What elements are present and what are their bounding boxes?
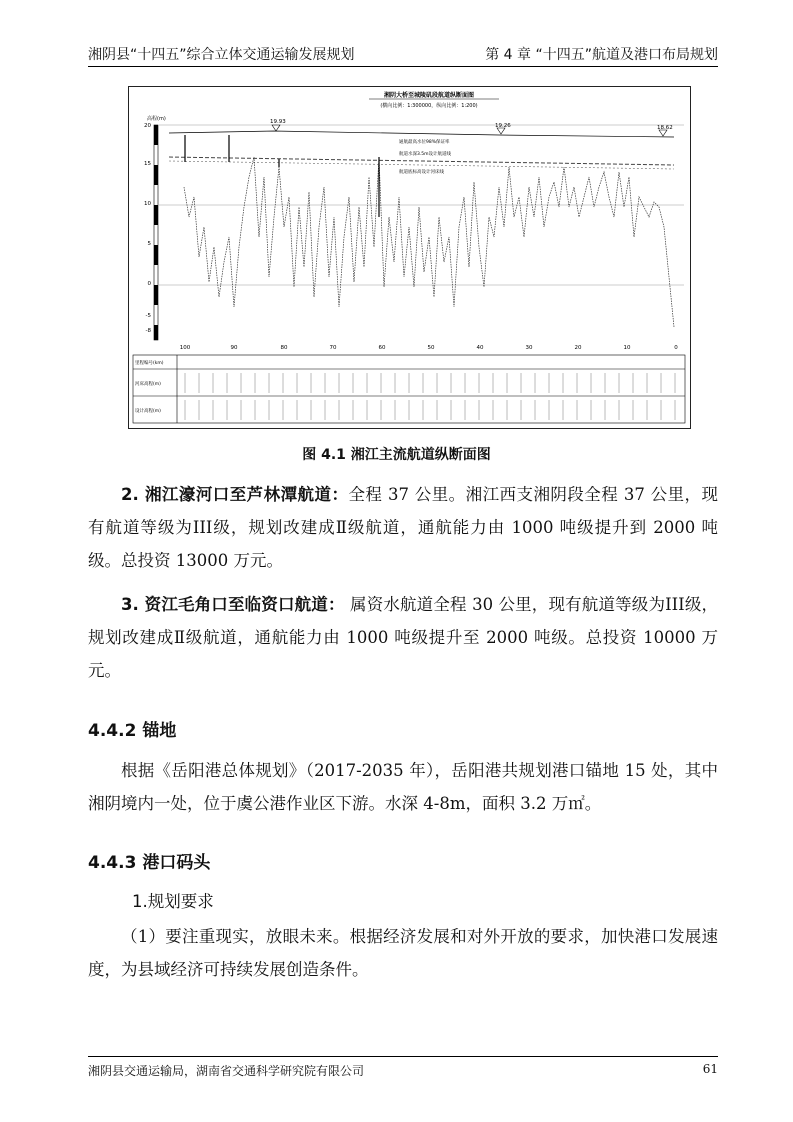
figure-subtitle: (横向比例：1:300000，纵向比例：1:200): [380, 103, 478, 109]
x-tick: 90: [230, 345, 238, 351]
legend-item: 航道底标高设计河床线: [399, 170, 444, 175]
section-heading: 4.4.2 锚地: [88, 721, 177, 741]
x-tick: 20: [574, 345, 582, 351]
paragraph-lead: 2. 湘江濠河口至芦林潭航道：: [121, 485, 349, 504]
paragraph-lead: 3. 资江毛角口至临资口航道：: [121, 595, 345, 614]
x-tick: 70: [329, 345, 337, 351]
paragraph-anchorage: 根据《岳阳港总体规划》（2017-2035 年），岳阳港共规划港口锚地 15 处，其中湘阴境内一处，位于虞公港作业区下游。水深 4-8m，面积 3.2 万㎡。: [88, 761, 718, 813]
paragraph-zijiang: [88, 588, 718, 687]
x-tick: 10: [623, 345, 631, 351]
paragraph-requirement: （1）要注重现实，放眼未来。根据经济发展和对外开放的要求，加快港口发展速度，为县域经济可持续发展创造条件。: [88, 927, 718, 979]
paragraph-text: 属资水航道全程 30 公里，现有航道等级为III级，规划改建成Ⅱ级航道，通航能力由 1000 吨级提升至 2000 吨级。总投资 10000 万元。: [88, 595, 718, 680]
y-tick: -8: [145, 328, 151, 334]
page-footer: [88, 1056, 718, 1079]
footer-org: 湘阴县交通运输局，湖南省交通科学研究院有限公司: [88, 1064, 365, 1078]
header-right: 第 4 章 “十四五”航道及港口布局规划: [485, 47, 718, 63]
level-label: 19.26: [495, 123, 511, 129]
paragraph-xiangjiang: [88, 478, 718, 577]
y-tick: 5: [147, 241, 151, 247]
y-tick: 15: [144, 161, 151, 167]
figure-title: 湘阴大桥至城陵矶段航道纵断面图: [383, 92, 475, 99]
profile-chart: [129, 87, 690, 428]
paragraph-text: 全程 37 公里。湘江西支湘阴段全程 37 公里，现有航道等级为III级，规划改建成Ⅱ级航道，通航能力由 1000 吨级提升到 2000 吨级。总投资 13000 万元。: [88, 485, 718, 570]
legend-item: 通航最高水位98%保证率: [399, 140, 450, 145]
section-heading: 4.4.3 港口码头: [88, 853, 211, 873]
row-label: 里程编号(km): [135, 361, 164, 366]
profile-figure: [128, 86, 691, 429]
row-label: 河床高程(m): [135, 382, 161, 387]
x-tick: 30: [525, 345, 533, 351]
subsection-heading: 1.规划要求: [132, 892, 214, 911]
page-number: 61: [702, 1062, 718, 1076]
y-tick: 0: [147, 281, 151, 287]
x-tick: 80: [280, 345, 288, 351]
x-tick: 0: [674, 345, 678, 351]
y-label: 高程(m): [147, 116, 166, 122]
header-left: 湘阴县“十四五”综合立体交通运输发展规划: [88, 47, 355, 63]
legend-item: 航道水深3.5m设计航道线: [399, 152, 452, 157]
y-tick: 20: [144, 123, 151, 129]
level-label: 18.62: [657, 125, 673, 131]
x-tick: 50: [427, 345, 435, 351]
x-tick: 40: [476, 345, 484, 351]
page-header: [88, 40, 718, 67]
x-tick: 60: [378, 345, 386, 351]
y-tick: 10: [144, 201, 151, 207]
level-label: 19.93: [270, 119, 286, 125]
row-label: 设计高程(m): [135, 409, 161, 414]
x-tick: 100: [179, 345, 191, 351]
y-tick: -5: [145, 313, 151, 319]
figure-caption: 图 4.1 湘江主流航道纵断面图: [302, 447, 491, 463]
